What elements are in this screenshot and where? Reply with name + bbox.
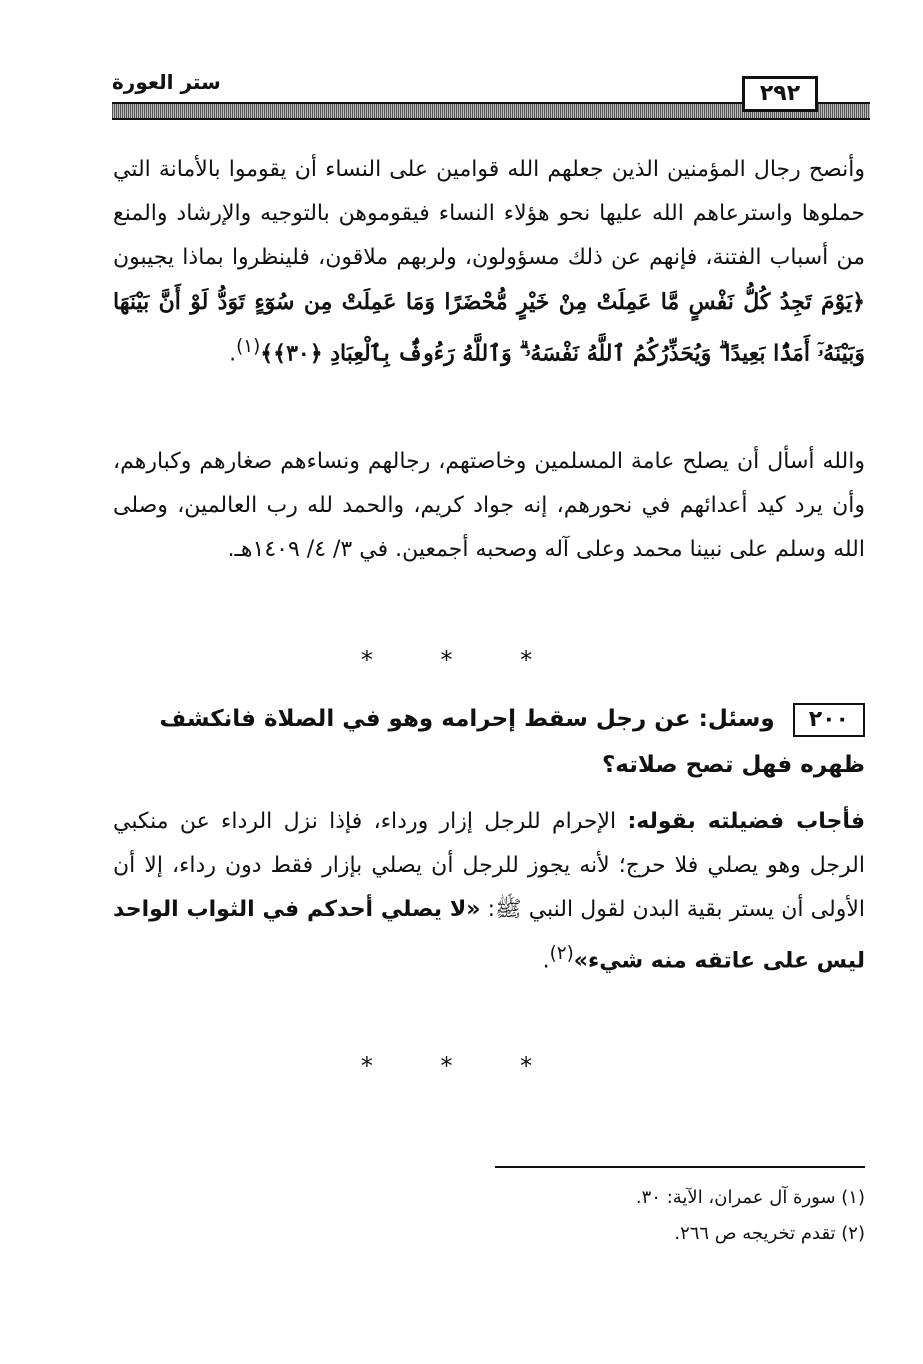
answer-end: .: [542, 948, 550, 974]
answer-text: الإحرام للرجل إزار ورداء، فإذا نزل الرداء عن منكبي الرجل وهو يصلي فلا حرج؛ لأنه يجوز للرجل أن يصلي بإزار فقط دون رداء، إلا أن الأولى أن يستر بقية البدن لقول النبي ﷺ:: [113, 809, 865, 922]
fatwa-answer: [113, 800, 865, 983]
end-separator: * * *: [360, 1052, 563, 1080]
paragraph-advice: [113, 148, 865, 376]
footnote-ref-2: (٢): [549, 943, 574, 964]
advice-text: وأنصح رجال المؤمنين الذين جعلهم الله قوامين على النساء أن يقوموا بالأمانة التي حملوها واسترعاهم الله عليها نحو هؤلاء النساء فيقوموهن بالتوجيه والإرشاد والمنع من أسباب الفتنة، فإنهم عن ذلك مسؤولون، ولربهم ملاقون، فلينظروا بماذا يجيبون: [113, 157, 865, 270]
quran-verse: ﴿يَوْمَ تَجِدُ كُلُّ نَفْسٍ مَّا عَمِلَتْ مِنْ خَيْرٍ مُّحْضَرًا وَمَا عَمِلَتْ مِن سُوٓءٍ تَوَدُّ لَوْ أَنَّ بَيْنَهَا وَبَيْنَهُۥٓ أَمَدًۢا بَعِيدًا ۗ وَيُحَذِّرُكُمُ ٱللَّهُ نَفْسَهُۥ ۗ وَٱللَّهُ رَءُوفٌۢ بِٱلْعِبَادِ ﴿٣٠﴾﴾: [113, 289, 865, 367]
answer-lead: فأجاب فضيلته بقوله:: [627, 809, 865, 834]
footnote-divider: [495, 1166, 865, 1168]
question-text: وسئل: عن رجل سقط إحرامه وهو في الصلاة فانكشف ظهره فهل تصح صلاته؟: [159, 706, 865, 778]
question-number: ٢٠٠: [793, 703, 865, 737]
footnote-1: (١) سورة آل عمران، الآية: ٣٠.: [635, 1187, 865, 1208]
page-number: ٢٩٢: [742, 76, 818, 112]
footnotes: [113, 1180, 865, 1252]
footnote-ref-1: (١): [236, 336, 261, 357]
footnote-2: (٢) تقدم تخريجه ص ٢٦٦.: [674, 1223, 865, 1244]
page-header: [112, 70, 870, 124]
fatwa-question: [113, 696, 865, 788]
hadith-quote: «لا يصلي أحدكم في الثواب الواحد ليس على عاتقه منه شيء»: [113, 897, 865, 974]
paragraph-supplication: والله أسأل أن يصلح عامة المسلمين وخاصتهم، رجالهم ونساءهم صغارهم وكبارهم، وأن يرد كيد أعدائهم في نحورهم، إنه جواد كريم، والحمد لله رب العالمين، وصلى الله وسلم على نبينا محمد وعلى آله وصحبه أجمعين. في ٣/ ٤/ ١٤٠٩هـ.: [113, 449, 865, 562]
running-title: ستر العورة: [112, 70, 221, 94]
section-separator: * * *: [360, 646, 563, 674]
sentence-end: .: [229, 341, 237, 367]
